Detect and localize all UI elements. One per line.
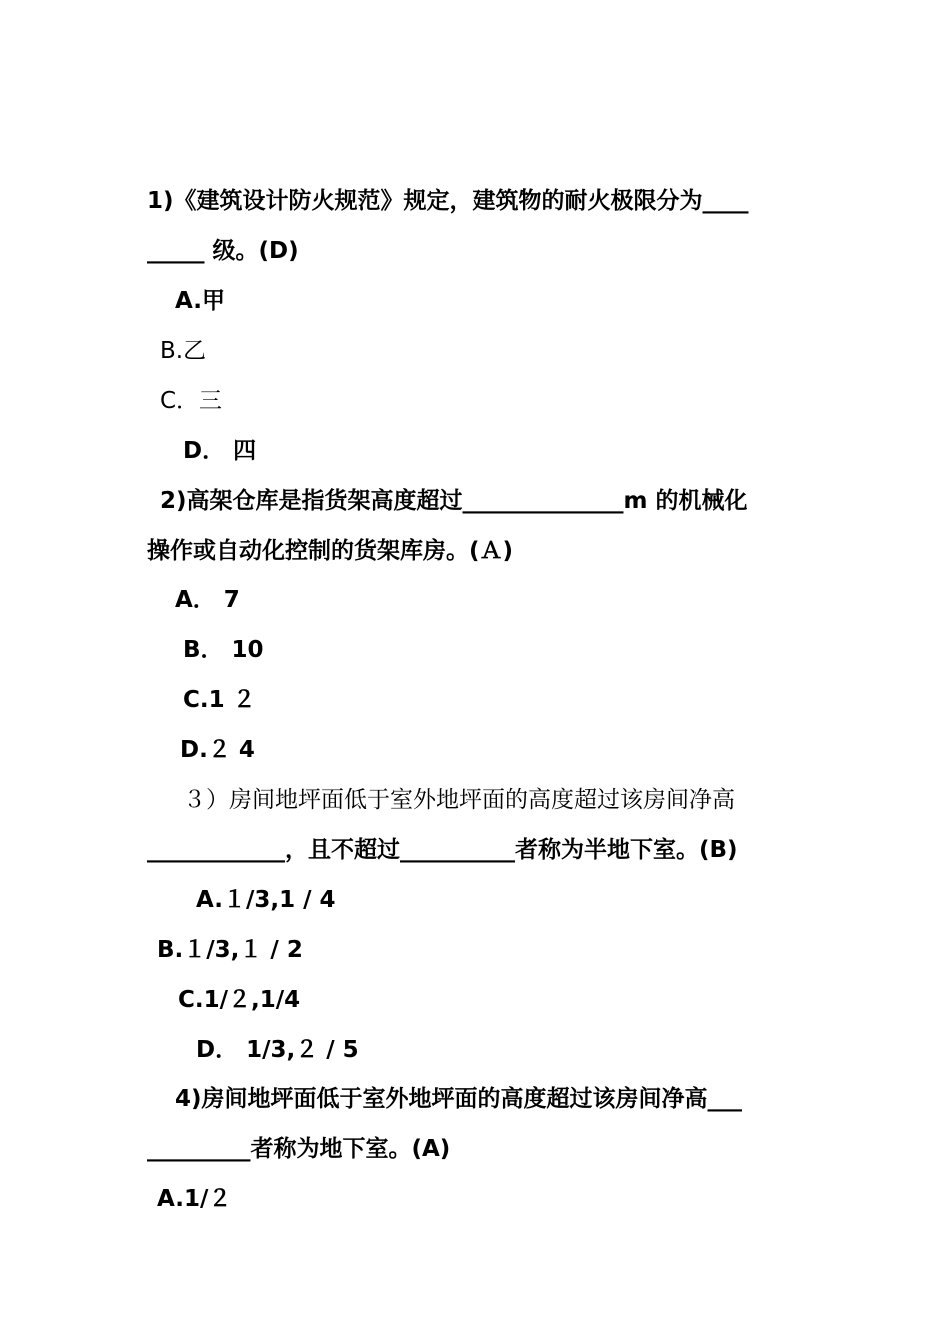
question-3-option-a xyxy=(196,885,336,915)
question-2-text xyxy=(160,486,748,516)
option-label: C.1/２,1/4 xyxy=(178,987,301,1013)
option-label: A.1/２ xyxy=(157,1186,232,1212)
question-1-option-c xyxy=(160,386,222,416)
question-2-option-c xyxy=(183,685,256,715)
question-2-option-d xyxy=(180,735,255,765)
question-1-line-2: _____ 级。(D) xyxy=(147,238,299,264)
question-3-line-1: ３）房间地坪面低于室外地坪面的高度超过该房间净高 xyxy=(183,787,735,813)
question-2-line-2: 操作或自动化控制的货架库房。(Ａ) xyxy=(147,538,514,564)
question-2-text-cont xyxy=(147,536,513,566)
question-1-option-b xyxy=(160,336,206,366)
option-label: C.1 ２ xyxy=(183,687,256,713)
option-label: D.２ 4 xyxy=(180,737,255,763)
question-3-option-c xyxy=(178,985,300,1015)
question-4-text-cont xyxy=(147,1134,450,1164)
question-4-text xyxy=(175,1084,742,1114)
question-2-option-b xyxy=(183,635,264,665)
question-3-option-b xyxy=(157,935,303,965)
question-2-option-a xyxy=(175,585,240,615)
question-1-line-1: 1)《建筑设计防火规范》规定，建筑物的耐火极限分为____ xyxy=(147,188,749,214)
question-1-option-d xyxy=(183,436,256,466)
question-1-option-a xyxy=(175,286,225,316)
question-4-line-2: _________者称为地下室。(A) xyxy=(147,1136,451,1162)
question-3-text xyxy=(183,785,735,815)
option-label: A.甲 xyxy=(175,288,225,314)
question-2-line-1: 2)高架仓库是指货架高度超过______________m 的机械化 xyxy=(160,488,748,514)
option-label: A.１/3,1 / 4 xyxy=(196,887,336,913)
option-label: D． 1/3,２ / 5 xyxy=(196,1037,359,1063)
option-label: D． 四 xyxy=(183,438,257,464)
option-label: B.１/3,１ / 2 xyxy=(157,937,303,963)
question-4-line-1: 4)房间地坪面低于室外地坪面的高度超过该房间净高___ xyxy=(175,1086,743,1112)
question-3-option-d xyxy=(196,1035,359,1065)
question-1-text-cont xyxy=(147,236,299,266)
option-label: B． 10 xyxy=(183,637,264,663)
option-label: C．三 xyxy=(160,388,223,414)
question-3-line-2: ____________，且不超过__________者称为半地下室。(B) xyxy=(147,837,738,863)
option-label: B.乙 xyxy=(160,338,207,364)
question-4-option-a xyxy=(157,1184,231,1214)
question-3-text-cont xyxy=(147,835,738,865)
question-1-text xyxy=(147,186,749,216)
option-label: A． 7 xyxy=(175,587,240,613)
